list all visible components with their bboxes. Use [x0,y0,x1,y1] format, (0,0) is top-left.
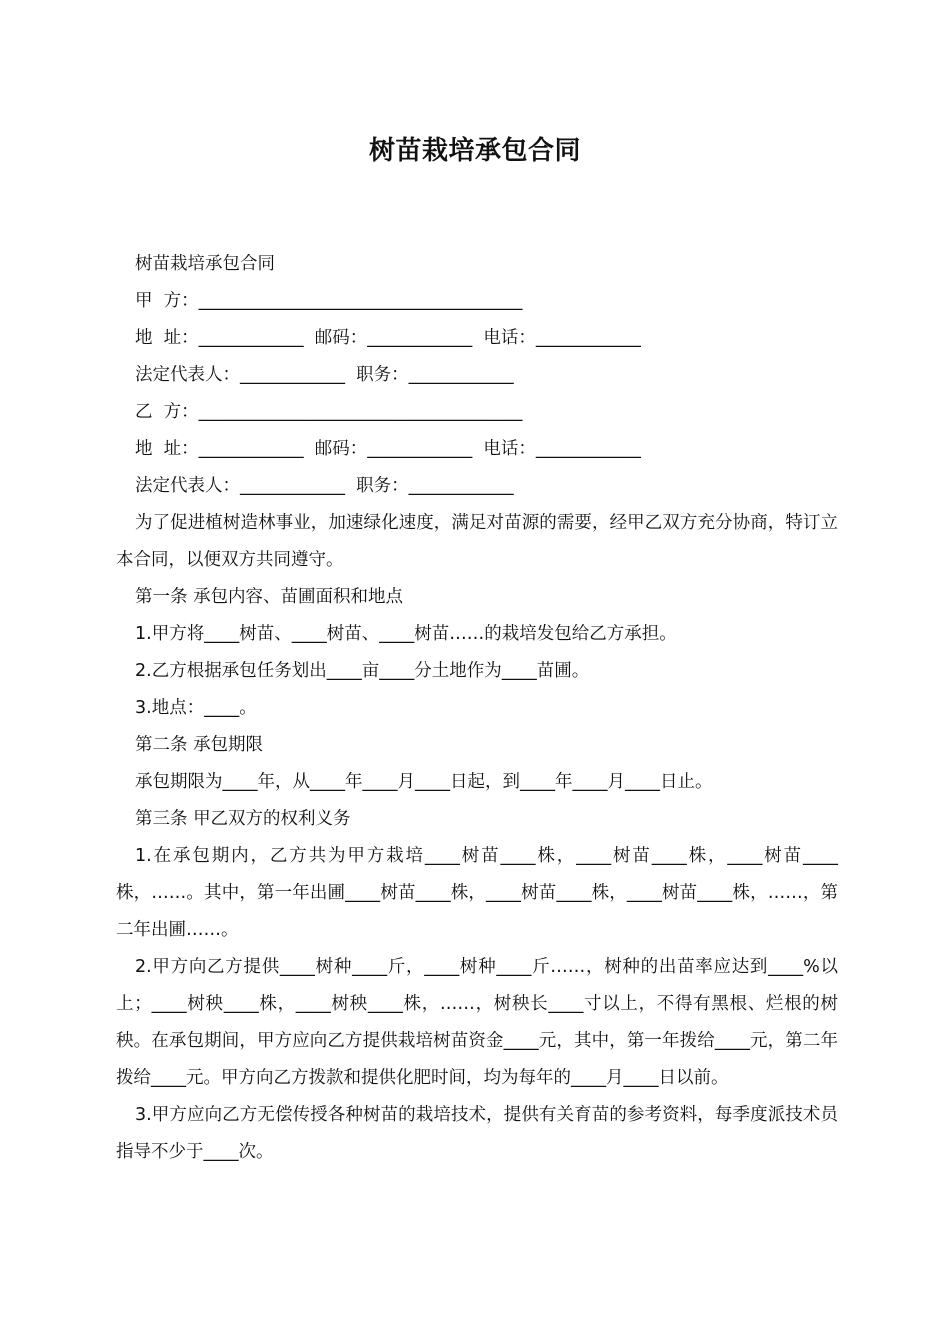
party-a-address-line: 地 址：____________ 邮码：____________ 电话：____________ [135,328,641,348]
article-3-clause-1: 1.在承包期内，乙方共为甲方栽培____树苗____株，____树苗____株，____树苗____株，……。其中，第一年出圃____树苗____株，____树苗____株，____树苗____株，……，第二年出圃……。 [116,846,838,940]
party-a-line: 甲 方：_____________________________________ [135,291,523,311]
article-3-clause-2: 2.甲方向乙方提供____树种____斤，____树种____斤……，树种的出苗率应达到____%以上；____树秧____株，____树秧____株，……，树秧长____寸以上，不得有黑根、烂根的树秧。在承包期间，甲方应向乙方提供栽培树苗资金____元，其中，第一年拨给____元，第二年拨给____元。甲方向乙方拨款和提供化肥时间，均为每年的____月____日以前。 [116,957,838,1088]
article-1-clause-3: 3.地点：____。 [135,698,257,718]
preamble-paragraph: 为了促进植树造林事业，加速绿化速度，满足对苗源的需要，经甲乙双方充分协商，特订立本合同，以便双方共同遵守。 [116,513,838,570]
article-1-clause-1: 1.甲方将____树苗、____树苗、____树苗……的栽培发包给乙方承担。 [135,624,677,644]
article-2-clause: 承包期限为____年，从____年____月____日起，到____年____月____日止。 [135,772,713,792]
party-b-representative-line: 法定代表人：____________ 职务：____________ [135,476,514,496]
body-heading: 树苗栽培承包合同 [135,254,275,274]
document-title: 树苗栽培承包合同 [368,136,581,166]
article-3-clause-3: 3.甲方应向乙方无偿传授各种树苗的栽培技术，提供有关育苗的参考资料，每季度派技术员指导不少于____次。 [116,1105,838,1162]
article-2-heading: 第二条 承包期限 [135,735,264,755]
article-1-clause-2: 2.乙方根据承包任务划出____亩____分土地作为____苗圃。 [135,661,590,681]
party-b-line: 乙 方：_____________________________________ [135,402,523,422]
article-1-heading: 第一条 承包内容、苗圃面积和地点 [135,587,404,607]
party-b-address-line: 地 址：____________ 邮码：____________ 电话：____________ [135,439,641,459]
party-a-representative-line: 法定代表人：____________ 职务：____________ [135,365,514,385]
article-3-heading: 第三条 甲乙双方的权利义务 [135,809,351,829]
document-body [116,246,838,1171]
